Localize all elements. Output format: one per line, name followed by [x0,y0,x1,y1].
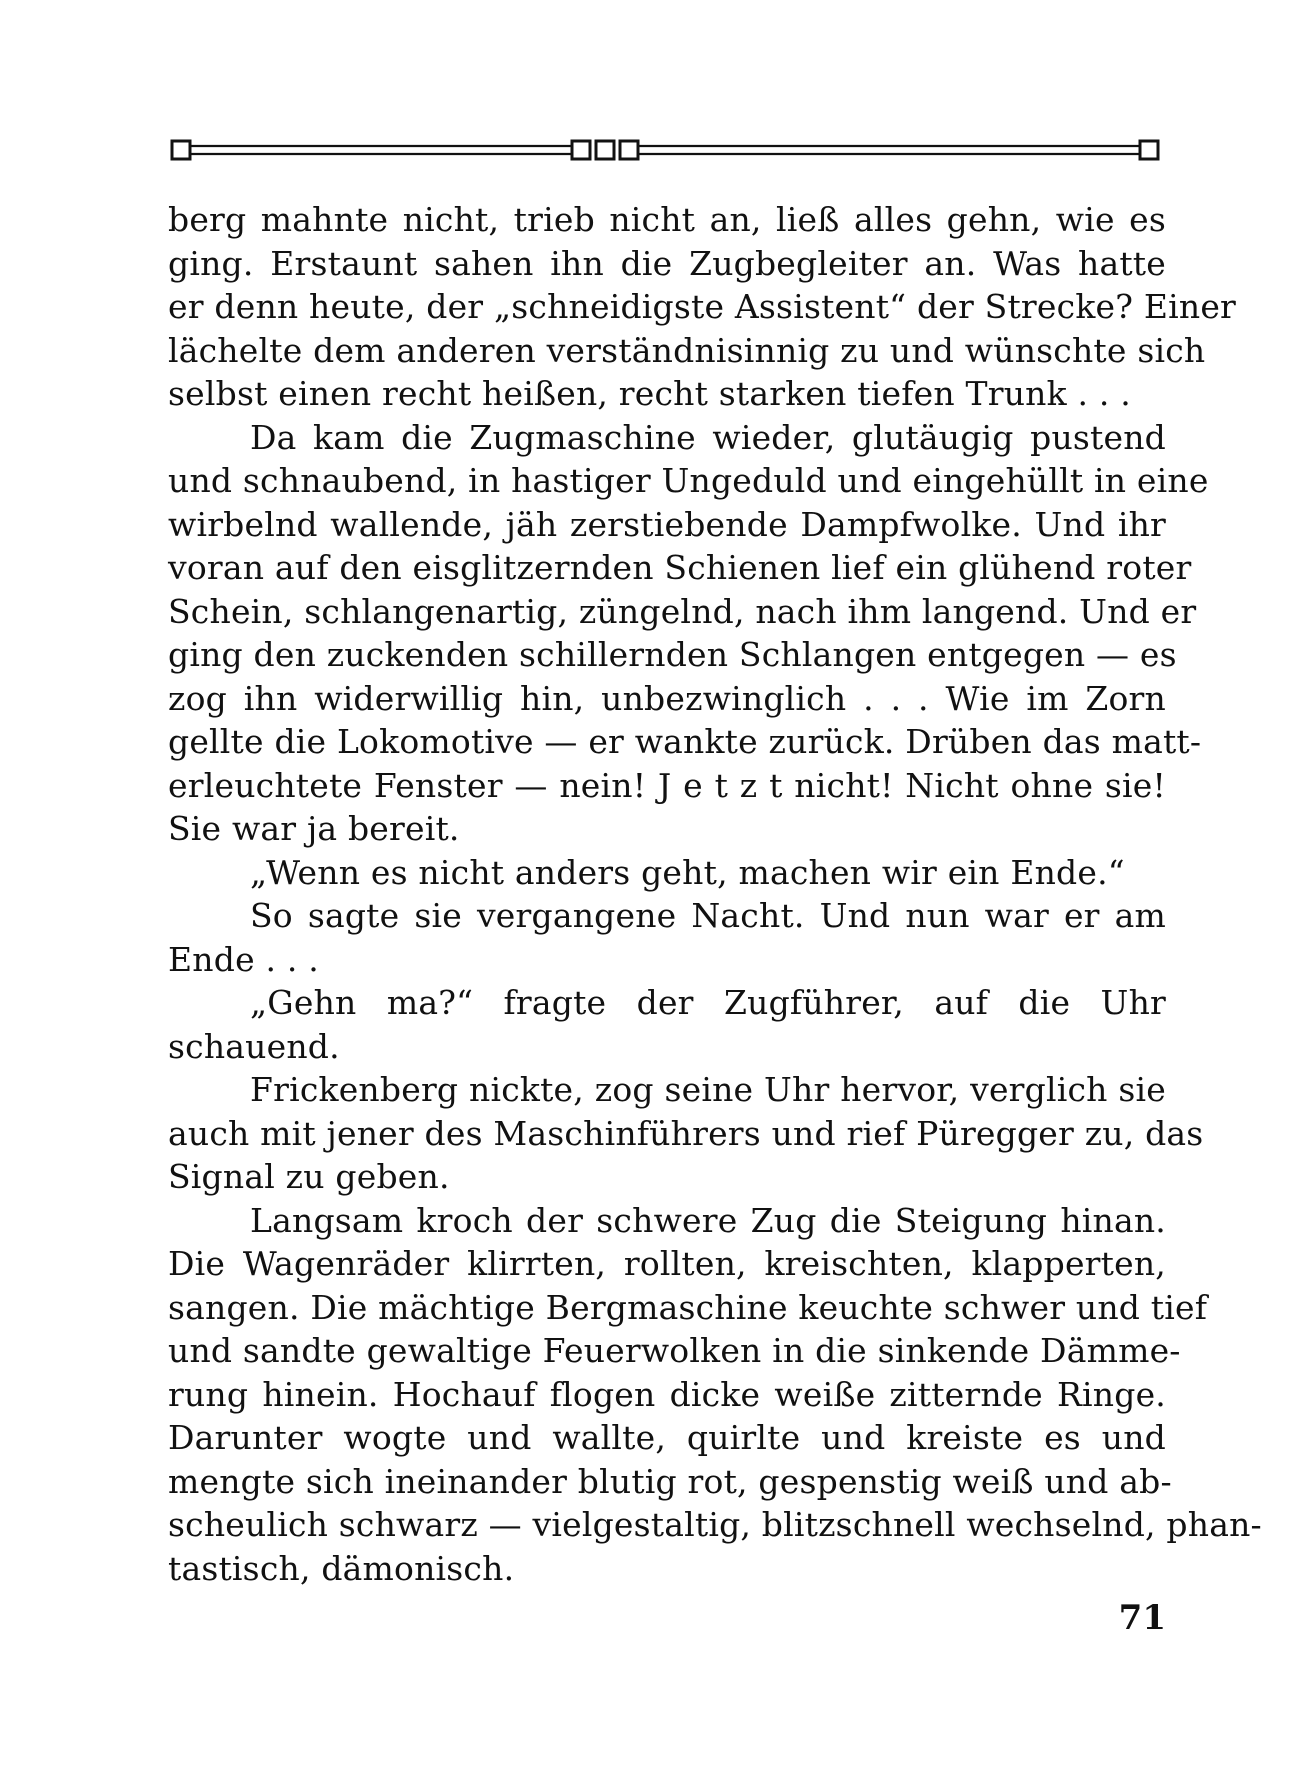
text-line: selbst einen recht heißen, recht starken tiefen Trunk . . . [168,374,1131,413]
text-line: gellte die Lokomotive — er wankte zurück. Drüben das matt- [168,722,1202,761]
page-number: 71 [1118,1598,1166,1638]
text-line: erleuchtete Fenster — nein! J e t z t nicht! Nicht ohne sie! [168,765,1166,805]
text-line: auch mit jener des Maschinführers und rief Püregger zu, das [168,1113,1204,1153]
text-line: Sie war ja bereit. [168,809,460,848]
text-line: wirbelnd wallende, jäh zerstiebende Dampfwolke. Und ihr [168,504,1166,544]
ornament-square-center-2 [596,141,614,159]
text-line: lächelte dem anderen verständnisinnig zu und wünschte sich [168,330,1206,370]
text-line: Da kam die Zugmaschine wieder, glutäugig pustend [250,417,1166,457]
text-line: Langsam kroch der schwere Zug die Steigung hinan. [250,1200,1166,1240]
ornament-square-center-3 [620,141,638,159]
text-line: Schein, schlangenartig, züngelnd, nach ihm langend. Und er [168,591,1197,631]
text-line: mengte sich ineinander blutig rot, gespenstig weiß und ab- [168,1461,1172,1501]
text-line: tastisch, dämonisch. [168,1548,515,1588]
text-line: ging den zuckenden schillernden Schlangen entgegen — es [168,635,1177,674]
text-line: Darunter wogte und wallte, quirlte und kreiste es und [168,1418,1166,1457]
text-line: Ende . . . [168,939,319,979]
ornament-square-right [1140,141,1158,159]
body-text [168,198,1262,1590]
ornament-square-center-1 [572,141,590,159]
text-line: er denn heute, der „schneidigste Assistent“ der Strecke? Einer [168,287,1237,326]
ornament-square-left [172,141,190,159]
ornament-rule-graphic [170,138,1162,164]
text-line: zog ihn widerwillig hin, unbezwinglich . . . Wie im Zorn [168,678,1166,718]
header-ornament [170,138,1162,164]
text-line: Frickenberg nickte, zog seine Uhr hervor, verglich sie [250,1070,1166,1109]
text-line: rung hinein. Hochauf flogen dicke weiße zitternde Ringe. [168,1374,1166,1414]
text-line: voran auf den eisglitzernden Schienen lief ein glühend roter [168,548,1192,587]
text-line: schauend. [168,1026,340,1066]
text-line: und sandte gewaltige Feuerwolken in die sinkende Dämme- [168,1331,1181,1370]
text-line: ging. Erstaunt sahen ihn die Zugbegleiter an. Was hatte [168,243,1166,283]
text-line: Die Wagenräder klirrten, rollten, kreischten, klapperten, [168,1244,1166,1283]
text-line: sangen. Die mächtige Bergmaschine keuchte schwer und tief [168,1287,1208,1327]
text-line: „Wenn es nicht anders geht, machen wir ein Ende.“ [250,852,1125,892]
text-line: So sagte sie vergangene Nacht. Und nun war er am [250,896,1166,935]
text-line: Signal zu geben. [168,1157,450,1196]
text-line: scheulich schwarz — vielgestaltig, blitzschnell wechselnd, phan- [168,1505,1262,1544]
text-line: und schnaubend, in hastiger Ungeduld und eingehüllt in eine [168,461,1209,500]
text-line: „Gehn ma?“ fragte der Zugführer, auf die Uhr [250,983,1166,1022]
text-line: berg mahnte nicht, trieb nicht an, ließ alles gehn, wie es [168,200,1166,239]
